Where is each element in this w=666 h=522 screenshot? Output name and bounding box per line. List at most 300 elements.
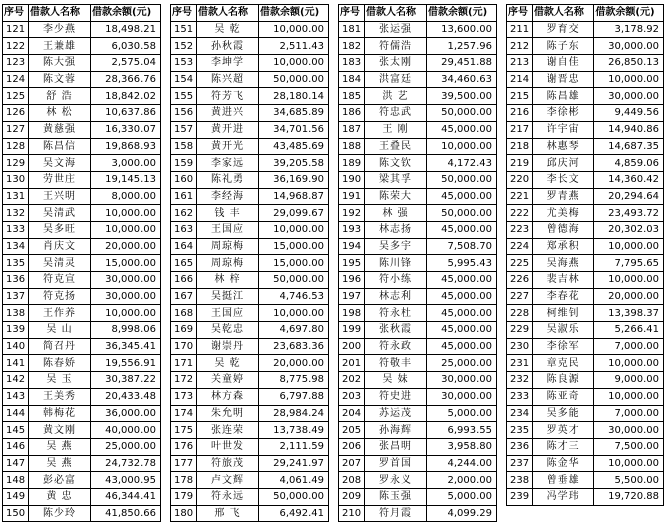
table-row (507, 138, 664, 155)
table-row (507, 288, 664, 305)
table-row (3, 221, 161, 238)
balance-cell: 19,556.91 (91, 355, 161, 372)
table-row (339, 455, 497, 472)
table-row (507, 238, 664, 255)
table-row (339, 121, 497, 138)
table-row (507, 338, 664, 355)
seq-cell: 180 (171, 505, 197, 522)
table-row (339, 305, 497, 322)
seq-cell: 230 (507, 338, 533, 355)
borrower-name-cell: 张运强 (365, 21, 427, 38)
seq-cell: 188 (339, 138, 365, 155)
seq-cell: 166 (171, 272, 197, 289)
table-row (3, 105, 161, 122)
borrower-name-cell: 吴 燕 (29, 455, 91, 472)
table-row (339, 88, 497, 105)
table-row (171, 21, 329, 38)
borrower-name-cell: 梁其孚 (365, 171, 427, 188)
table-row (339, 405, 497, 422)
borrower-name-cell: 陈亚奇 (532, 388, 593, 405)
borrower-name-cell: 洪富廷 (365, 71, 427, 88)
borrower-name-cell: 符永政 (365, 338, 427, 355)
borrower-name-cell: 陈少玲 (29, 505, 91, 522)
header-row (507, 5, 664, 22)
header-amount: 借款余额(元) (594, 5, 664, 22)
seq-cell: 156 (171, 105, 197, 122)
seq-cell: 239 (507, 488, 533, 505)
balance-cell: 10,000.00 (594, 272, 664, 289)
borrower-name-cell: 符旅茂 (197, 455, 259, 472)
seq-cell: 130 (3, 171, 29, 188)
table-row (171, 205, 329, 222)
seq-cell: 192 (339, 205, 365, 222)
table-row (339, 338, 497, 355)
table-row (339, 422, 497, 439)
seq-cell: 200 (339, 338, 365, 355)
loan-block-4 (506, 4, 664, 506)
table-row (339, 238, 497, 255)
table-row (171, 238, 329, 255)
header-seq: 序号 (171, 5, 197, 22)
table-row (339, 255, 497, 272)
loan-block-2 (170, 4, 329, 522)
table-row (171, 221, 329, 238)
balance-cell: 50,000.00 (259, 71, 329, 88)
seq-cell: 158 (171, 138, 197, 155)
balance-cell: 29,099.67 (259, 205, 329, 222)
seq-cell: 203 (339, 388, 365, 405)
balance-cell: 3,958.80 (427, 438, 497, 455)
balance-cell: 20,433.48 (91, 388, 161, 405)
table-row (339, 288, 497, 305)
seq-cell: 198 (339, 305, 365, 322)
balance-cell: 13,738.49 (259, 422, 329, 439)
balance-cell: 36,169.90 (259, 171, 329, 188)
borrower-name-cell: 张连荣 (197, 422, 259, 439)
table-row (171, 472, 329, 489)
borrower-name-cell: 吴清灵 (29, 255, 91, 272)
balance-cell: 10,000.00 (91, 305, 161, 322)
borrower-name-cell: 罗青燕 (532, 188, 593, 205)
seq-cell: 129 (3, 155, 29, 172)
table-row (3, 455, 161, 472)
balance-cell: 10,000.00 (259, 21, 329, 38)
seq-cell: 163 (171, 221, 197, 238)
seq-cell: 136 (3, 272, 29, 289)
table-row (3, 338, 161, 355)
borrower-name-cell: 洪 艺 (365, 88, 427, 105)
table-row (507, 255, 664, 272)
balance-cell: 41,850.66 (91, 505, 161, 522)
header-row (339, 5, 497, 22)
balance-cell: 45,000.00 (427, 338, 497, 355)
table-row (507, 155, 664, 172)
balance-cell: 5,266.41 (594, 322, 664, 339)
balance-cell: 10,000.00 (259, 305, 329, 322)
seq-cell: 238 (507, 472, 533, 489)
borrower-name-cell: 关童婷 (197, 372, 259, 389)
table-row (3, 171, 161, 188)
borrower-name-cell: 黄慈强 (29, 121, 91, 138)
borrower-name-cell: 简召丹 (29, 338, 91, 355)
balance-cell: 20,294.64 (594, 188, 664, 205)
table-row (507, 472, 664, 489)
seq-cell: 172 (171, 372, 197, 389)
table-row (3, 121, 161, 138)
balance-cell: 13,600.00 (427, 21, 497, 38)
table-row (3, 38, 161, 55)
seq-cell: 140 (3, 338, 29, 355)
table-row (507, 372, 664, 389)
seq-cell: 234 (507, 405, 533, 422)
balance-cell: 5,995.43 (427, 255, 497, 272)
seq-cell: 122 (3, 38, 29, 55)
table-row (3, 272, 161, 289)
table-row (3, 505, 161, 522)
balance-cell: 40,000.00 (91, 422, 161, 439)
seq-cell: 220 (507, 171, 533, 188)
seq-cell: 153 (171, 55, 197, 72)
table-row (171, 388, 329, 405)
header-amount: 借款余额(元) (427, 5, 497, 22)
table-row (171, 455, 329, 472)
balance-cell: 36,000.00 (91, 405, 161, 422)
seq-cell: 190 (339, 171, 365, 188)
seq-cell: 194 (339, 238, 365, 255)
seq-cell: 196 (339, 272, 365, 289)
loan-table (338, 4, 497, 522)
balance-cell: 50,000.00 (427, 171, 497, 188)
borrower-name-cell: 符儒浩 (365, 38, 427, 55)
borrower-name-cell: 谢自佳 (532, 55, 593, 72)
borrower-name-cell: 舒 浩 (29, 88, 91, 105)
borrower-name-cell: 黄进兴 (197, 105, 259, 122)
seq-cell: 164 (171, 238, 197, 255)
borrower-name-cell: 林志扬 (365, 221, 427, 238)
balance-cell: 20,000.00 (91, 238, 161, 255)
seq-cell: 222 (507, 205, 533, 222)
seq-cell: 135 (3, 255, 29, 272)
balance-cell: 50,000.00 (427, 205, 497, 222)
borrower-name-cell: 吴 乾 (197, 355, 259, 372)
balance-cell: 26,850.13 (594, 55, 664, 72)
balance-cell: 5,000.00 (427, 488, 497, 505)
seq-cell: 161 (171, 188, 197, 205)
seq-cell: 170 (171, 338, 197, 355)
seq-cell: 176 (171, 438, 197, 455)
balance-cell: 14,360.42 (594, 171, 664, 188)
borrower-name-cell: 林志利 (365, 288, 427, 305)
borrower-name-cell: 吴 妹 (365, 372, 427, 389)
table-row (507, 405, 664, 422)
loan-table (2, 4, 161, 522)
balance-cell: 45,000.00 (427, 121, 497, 138)
table-row (3, 55, 161, 72)
seq-cell: 174 (171, 405, 197, 422)
balance-cell: 2,111.59 (259, 438, 329, 455)
balance-cell: 8,998.06 (91, 322, 161, 339)
seq-cell: 197 (339, 288, 365, 305)
table-row (171, 405, 329, 422)
table-row (339, 388, 497, 405)
balance-cell: 7,508.70 (427, 238, 497, 255)
borrower-name-cell: 符月霞 (365, 505, 427, 522)
balance-cell: 39,500.00 (427, 88, 497, 105)
table-row (507, 455, 664, 472)
table-row (171, 372, 329, 389)
balance-cell: 4,859.06 (594, 155, 664, 172)
table-row (171, 422, 329, 439)
seq-cell: 237 (507, 455, 533, 472)
borrower-name-cell: 陈大强 (29, 55, 91, 72)
seq-cell: 189 (339, 155, 365, 172)
table-row (3, 422, 161, 439)
table-row (339, 322, 497, 339)
balance-cell: 18,842.02 (91, 88, 161, 105)
seq-cell: 133 (3, 221, 29, 238)
table-row (3, 255, 161, 272)
borrower-name-cell: 曾德海 (532, 221, 593, 238)
borrower-name-cell: 李长文 (532, 171, 593, 188)
balance-cell: 2,575.04 (91, 55, 161, 72)
borrower-name-cell: 吴挺江 (197, 288, 259, 305)
table-row (507, 305, 664, 322)
table-row (171, 438, 329, 455)
borrower-name-cell: 吴多旺 (29, 221, 91, 238)
table-row (3, 322, 161, 339)
balance-cell: 34,685.89 (259, 105, 329, 122)
seq-cell: 233 (507, 388, 533, 405)
table-row (507, 272, 664, 289)
balance-cell: 15,000.00 (91, 255, 161, 272)
balance-cell: 36,345.41 (91, 338, 161, 355)
header-row (3, 5, 161, 22)
table-row (171, 188, 329, 205)
table-row (339, 188, 497, 205)
seq-cell: 210 (339, 505, 365, 522)
balance-cell: 50,000.00 (427, 105, 497, 122)
seq-cell: 217 (507, 121, 533, 138)
table-row (3, 438, 161, 455)
table-row (3, 472, 161, 489)
balance-cell: 29,451.88 (427, 55, 497, 72)
balance-cell: 10,000.00 (259, 221, 329, 238)
borrower-name-cell: 谢崇丹 (197, 338, 259, 355)
loan-table (170, 4, 329, 522)
seq-cell: 208 (339, 472, 365, 489)
seq-cell: 202 (339, 372, 365, 389)
seq-cell: 125 (3, 88, 29, 105)
table-row (507, 205, 664, 222)
borrower-name-cell: 符克扬 (29, 288, 91, 305)
seq-cell: 181 (339, 21, 365, 38)
table-row (3, 71, 161, 88)
seq-cell: 168 (171, 305, 197, 322)
table-row (3, 405, 161, 422)
seq-cell: 131 (3, 188, 29, 205)
table-row (3, 305, 161, 322)
balance-cell: 19,720.88 (594, 488, 664, 505)
table-row (507, 171, 664, 188)
seq-cell: 236 (507, 438, 533, 455)
seq-cell: 201 (339, 355, 365, 372)
balance-cell: 6,492.41 (259, 505, 329, 522)
balance-cell: 50,000.00 (259, 272, 329, 289)
balance-cell: 34,460.63 (427, 71, 497, 88)
seq-cell: 159 (171, 155, 197, 172)
table-row (507, 121, 664, 138)
balance-cell: 9,449.56 (594, 105, 664, 122)
seq-cell: 213 (507, 55, 533, 72)
seq-cell: 121 (3, 21, 29, 38)
seq-cell: 142 (3, 372, 29, 389)
borrower-name-cell: 王兴明 (29, 188, 91, 205)
borrower-name-cell: 卢文辉 (197, 472, 259, 489)
seq-cell: 175 (171, 422, 197, 439)
balance-cell: 30,387.22 (91, 372, 161, 389)
balance-cell: 6,993.55 (427, 422, 497, 439)
table-row (3, 288, 161, 305)
balance-cell: 30,000.00 (427, 372, 497, 389)
seq-cell: 212 (507, 38, 533, 55)
borrower-name-cell: 吴 玉 (29, 372, 91, 389)
seq-cell: 138 (3, 305, 29, 322)
borrower-name-cell: 林 梓 (197, 272, 259, 289)
seq-cell: 124 (3, 71, 29, 88)
seq-cell: 167 (171, 288, 197, 305)
borrower-name-cell: 王国应 (197, 221, 259, 238)
seq-cell: 155 (171, 88, 197, 105)
seq-cell: 206 (339, 438, 365, 455)
borrower-name-cell: 郑承积 (532, 238, 593, 255)
borrower-name-cell: 陈兴超 (197, 71, 259, 88)
borrower-name-cell: 黄 忠 (29, 488, 91, 505)
balance-cell: 7,000.00 (594, 338, 664, 355)
table-row (339, 505, 497, 522)
table-row (3, 488, 161, 505)
balance-cell: 30,000.00 (594, 38, 664, 55)
borrower-name-cell: 林方森 (197, 388, 259, 405)
balance-cell: 30,000.00 (91, 288, 161, 305)
seq-cell: 204 (339, 405, 365, 422)
balance-cell: 16,330.07 (91, 121, 161, 138)
borrower-name-cell: 吴多能 (532, 405, 593, 422)
seq-cell: 151 (171, 21, 197, 38)
borrower-name-cell: 李少燕 (29, 21, 91, 38)
balance-cell: 5,500.00 (594, 472, 664, 489)
borrower-name-cell: 吴淑乐 (532, 322, 593, 339)
borrower-name-cell: 黄文刚 (29, 422, 91, 439)
borrower-name-cell: 张太刚 (365, 55, 427, 72)
borrower-name-cell: 王作养 (29, 305, 91, 322)
balance-cell: 20,000.00 (259, 355, 329, 372)
borrower-name-cell: 陈春娇 (29, 355, 91, 372)
borrower-name-cell: 罗永义 (365, 472, 427, 489)
table-row (339, 171, 497, 188)
balance-cell: 4,172.43 (427, 155, 497, 172)
balance-cell: 10,000.00 (594, 455, 664, 472)
borrower-name-cell: 李徐军 (532, 338, 593, 355)
borrower-name-cell: 王 刚 (365, 121, 427, 138)
borrower-name-cell: 李春花 (532, 288, 593, 305)
seq-cell: 139 (3, 322, 29, 339)
balance-cell: 45,000.00 (427, 188, 497, 205)
borrower-name-cell: 林 松 (29, 105, 91, 122)
table-row (171, 322, 329, 339)
borrower-name-cell: 陈荣大 (365, 188, 427, 205)
balance-cell: 4,746.53 (259, 288, 329, 305)
seq-cell: 215 (507, 88, 533, 105)
table-row (507, 21, 664, 38)
balance-cell: 30,000.00 (594, 422, 664, 439)
balance-cell: 34,701.56 (259, 121, 329, 138)
seq-cell: 231 (507, 355, 533, 372)
seq-cell: 209 (339, 488, 365, 505)
header-amount: 借款余额(元) (259, 5, 329, 22)
borrower-name-cell: 王美秀 (29, 388, 91, 405)
balance-cell: 1,257.96 (427, 38, 497, 55)
table-row (171, 305, 329, 322)
borrower-name-cell: 周琼梅 (197, 238, 259, 255)
seq-cell: 214 (507, 71, 533, 88)
seq-cell: 193 (339, 221, 365, 238)
balance-cell: 15,000.00 (259, 255, 329, 272)
balance-cell: 39,205.58 (259, 155, 329, 172)
table-row (171, 38, 329, 55)
balance-cell: 28,180.14 (259, 88, 329, 105)
balance-cell: 14,940.86 (594, 121, 664, 138)
balance-cell: 28,984.24 (259, 405, 329, 422)
seq-cell: 179 (171, 488, 197, 505)
balance-cell: 45,000.00 (427, 288, 497, 305)
borrower-name-cell: 陈才三 (532, 438, 593, 455)
borrower-name-cell: 陈川锋 (365, 255, 427, 272)
table-row (3, 188, 161, 205)
table-row (171, 255, 329, 272)
seq-cell: 235 (507, 422, 533, 439)
borrower-name-cell: 冯学玮 (532, 488, 593, 505)
seq-cell: 228 (507, 305, 533, 322)
balance-cell: 10,000.00 (91, 221, 161, 238)
borrower-name-cell: 谢晋忠 (532, 71, 593, 88)
balance-cell: 24,732.78 (91, 455, 161, 472)
borrower-name-cell: 彭必富 (29, 472, 91, 489)
table-row (339, 372, 497, 389)
borrower-name-cell: 罗育交 (532, 21, 593, 38)
table-row (339, 272, 497, 289)
seq-cell: 144 (3, 405, 29, 422)
table-row (339, 155, 497, 172)
seq-cell: 191 (339, 188, 365, 205)
table-row (171, 138, 329, 155)
seq-cell: 123 (3, 55, 29, 72)
table-row (507, 71, 664, 88)
borrower-name-cell: 吴乾忠 (197, 322, 259, 339)
borrower-name-cell: 钱 丰 (197, 205, 259, 222)
seq-cell: 127 (3, 121, 29, 138)
borrower-name-cell: 朱允明 (197, 405, 259, 422)
seq-cell: 178 (171, 472, 197, 489)
table-row (507, 322, 664, 339)
borrower-name-cell: 符永远 (197, 488, 259, 505)
borrower-name-cell: 劳世庄 (29, 171, 91, 188)
seq-cell: 207 (339, 455, 365, 472)
balance-cell: 10,000.00 (91, 205, 161, 222)
balance-cell: 3,178.92 (594, 21, 664, 38)
balance-cell: 7,000.00 (594, 405, 664, 422)
borrower-name-cell: 韩梅花 (29, 405, 91, 422)
seq-cell: 187 (339, 121, 365, 138)
